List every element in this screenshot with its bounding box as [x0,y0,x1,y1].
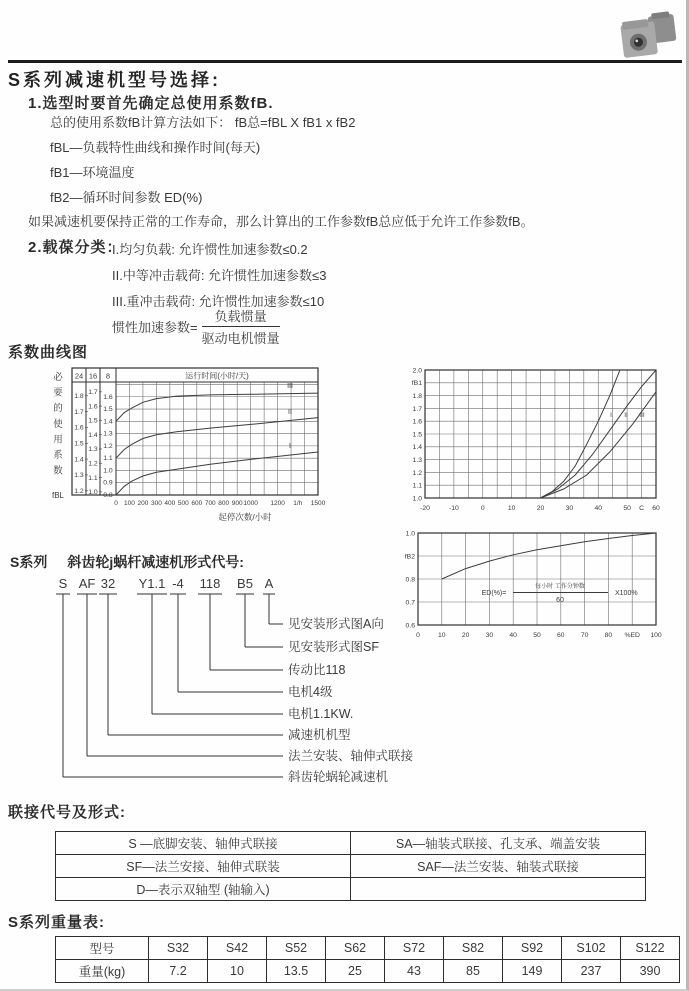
svg-text:1.2: 1.2 [103,442,113,450]
section1-line-0: 总的使用系数fB计算方法如下： fB总=fBL X fB1 x fB2 [50,115,356,130]
svg-text:C: C [639,505,645,512]
section1-lines [50,110,355,210]
model-code-heading [10,552,244,572]
svg-text:300: 300 [150,500,162,507]
connection-cell [351,878,646,901]
chart-fbl-curves [38,362,338,532]
code-label-6: 法兰安装、轴伸式联接 [288,749,414,763]
connection-row-2 [56,878,646,901]
svg-text:1.0: 1.0 [405,530,415,538]
svg-text:200: 200 [137,500,149,507]
svg-text:III: III [639,412,645,419]
code-segment-S [56,576,283,777]
model-heading-text: 斜齿轮j蜗杆减速机形式代号: [67,554,244,570]
weights-cell: S122 [621,937,680,960]
fb1-grid [425,370,656,498]
svg-text:1.4: 1.4 [103,418,113,426]
svg-text:16: 16 [88,371,98,381]
svg-text:1.2: 1.2 [88,460,98,468]
svg-text:1.4: 1.4 [74,456,84,464]
weights-heading: S系列重量表: [8,914,106,931]
svg-text:700: 700 [204,500,216,507]
weights-cell: S72 [385,937,444,960]
svg-text:50: 50 [533,632,541,639]
svg-text:fB2: fB2 [404,553,415,561]
svg-text:40: 40 [594,505,603,512]
code-segment-32 [99,576,283,735]
svg-text:400: 400 [164,500,176,507]
svg-text:II: II [288,409,292,416]
connection-cell: SAF—法兰安装、轴装式联接 [351,855,646,878]
weights-cell: 7.2 [149,960,208,983]
svg-text:1.6: 1.6 [412,418,422,426]
connection-row-1 [56,855,646,878]
svg-text:0.9: 0.9 [103,479,113,487]
svg-text:X100%: X100% [615,590,638,597]
code-label-2: 传动比118 [288,663,346,677]
svg-text:1.3: 1.3 [74,472,84,480]
svg-text:系: 系 [53,450,63,461]
svg-text:1.3: 1.3 [88,446,98,454]
section2-items [112,237,326,315]
page-title: S系列减速机型号选择: [8,70,221,90]
connection-table [55,831,646,901]
svg-text:Y1.1: Y1.1 [138,576,166,591]
svg-text:60: 60 [556,597,564,604]
weights-cell: 13.5 [267,960,326,983]
svg-text:的: 的 [53,403,63,415]
svg-text:fBL: fBL [51,491,65,500]
svg-text:80: 80 [604,632,613,639]
svg-text:1/h: 1/h [293,500,303,507]
code-label-7: 斜齿轮蜗轮减速机 [288,770,389,784]
svg-text:1.4: 1.4 [412,444,422,452]
svg-text:1.4: 1.4 [88,431,98,439]
code-segment-A [263,576,283,624]
weights-header-row [56,937,680,960]
svg-text:1500: 1500 [310,500,326,507]
weights-cell: 390 [621,960,680,983]
svg-text:0.8: 0.8 [405,576,415,584]
svg-text:fB1: fB1 [411,380,422,388]
svg-text:1.5: 1.5 [103,406,113,414]
svg-text:I: I [289,443,291,450]
svg-text:60: 60 [557,632,565,639]
svg-text:32: 32 [100,576,116,591]
svg-text:30: 30 [565,505,574,512]
code-label-3: 电机4级 [288,685,333,699]
svg-text:70: 70 [580,632,589,639]
weights-cell: 43 [385,960,444,983]
weights-cell: S32 [149,937,208,960]
svg-text:1.2: 1.2 [74,487,84,495]
svg-text:0.8: 0.8 [103,492,113,499]
connection-cell: SA—轴装式联接、孔支承、端盖安装 [351,832,646,855]
svg-text:必: 必 [53,372,63,383]
svg-text:1.6: 1.6 [103,393,113,401]
weights-table [55,936,680,983]
svg-text:8: 8 [105,371,111,381]
svg-text:800: 800 [218,500,230,507]
svg-text:0: 0 [114,500,118,507]
code-label-1: 见安装形式图SF [288,640,379,654]
weights-cell: 85 [444,960,503,983]
svg-text:1.3: 1.3 [103,430,113,438]
svg-text:起停次数/小时: 起停次数/小时 [218,512,272,522]
svg-text:%ED: %ED [624,632,640,639]
svg-text:50: 50 [623,505,631,512]
svg-text:1.8: 1.8 [74,393,84,400]
svg-text:1.1: 1.1 [412,482,422,490]
svg-text:0: 0 [480,505,485,512]
svg-text:1.0: 1.0 [412,495,422,503]
formula-fraction [202,306,280,347]
svg-text:用: 用 [53,434,63,446]
model-code-diagram [40,570,480,790]
code-label-5: 减速机机型 [288,728,351,742]
weights-cell: 10 [208,960,267,983]
svg-text:1.5: 1.5 [88,417,98,425]
svg-text:1.3: 1.3 [412,457,422,464]
section1-heading: 1.选型时要首先确定总使用系数fB. [28,95,274,112]
formula-denominator: 驱动电机惯量 [201,331,280,346]
svg-text:10: 10 [507,505,516,512]
code-label-4: 电机1.1KW. [288,707,354,721]
section1-note: 如果减速机要保持正常的工作寿命，那么计算出的工作参数fB总应低于允许工作参数fB。 [28,214,534,229]
charts-heading: 系数曲线图 [8,344,89,361]
svg-text:-20: -20 [420,505,430,512]
code-segment--4 [170,576,283,692]
load-class-item-2: III.重冲击载荷: 允许惯性加速参数≤10 [112,294,325,309]
svg-text:0.6: 0.6 [405,622,415,630]
svg-text:1.6: 1.6 [88,403,98,411]
svg-text:600: 600 [191,500,203,507]
fb2-duty-formula [482,582,638,604]
section1-line-3: fB2—循环时间参数 ED(%) [50,190,203,205]
svg-text:1.8: 1.8 [412,393,422,400]
svg-text:使: 使 [53,418,63,430]
svg-text:A: A [264,576,274,591]
weights-cell: 25 [326,960,385,983]
curve-III [116,393,318,421]
top-rule [8,60,682,63]
gearmotor-photo [614,10,686,62]
svg-text:500: 500 [177,500,189,507]
svg-text:1.5: 1.5 [412,431,422,439]
connection-cell: S —底脚安装、轴伸式联接 [56,832,351,855]
weights-cell: S102 [562,937,621,960]
model-series-label: S系列 [10,554,48,570]
svg-text:60: 60 [652,505,660,512]
svg-text:2.0: 2.0 [412,367,422,375]
svg-text:1.0: 1.0 [103,467,113,475]
chart-fb1-temperature [393,356,668,524]
connection-cell: D—表示双轴型 (轴输入) [56,878,351,901]
svg-text:II: II [624,412,628,419]
weights-cell: S62 [326,937,385,960]
svg-text:100: 100 [650,632,662,639]
svg-text:1.6: 1.6 [74,424,84,432]
fbl-grid [116,382,318,495]
weights-cell: S42 [208,937,267,960]
svg-text:III: III [287,383,293,390]
svg-text:1.0: 1.0 [88,489,98,497]
svg-text:1.1: 1.1 [88,474,98,482]
weights-cell: 149 [503,960,562,983]
svg-text:40: 40 [509,632,517,639]
load-class-item-0: I.均匀负载: 允许惯性加速参数≤0.2 [112,242,308,257]
weights-cell: 型号 [56,937,149,960]
svg-text:AF: AF [78,576,96,591]
svg-text:运行时间(小时/天): 运行时间(小时/天) [185,371,249,381]
section1-line-2: fB1—环境温度 [50,165,135,180]
svg-text:S: S [58,576,68,591]
section1-line-1: fBL—负载特性曲线和操作时间(每天) [50,140,261,155]
svg-text:每小时 工作分钟数: 每小时 工作分钟数 [535,584,585,590]
svg-text:20: 20 [461,632,470,639]
svg-text:900: 900 [231,500,243,507]
weights-cell: S92 [503,937,562,960]
svg-text:要: 要 [53,387,63,399]
code-segment-B5 [236,576,283,647]
code-label-0: 见安装形式图A向 [288,617,384,631]
svg-text:10: 10 [438,632,446,639]
weights-cell: 重量(kg) [56,960,149,983]
svg-text:0.7: 0.7 [405,599,415,607]
curve-II [116,418,318,459]
svg-text:1.1: 1.1 [103,455,113,463]
connection-row-0 [56,832,646,855]
svg-text:118: 118 [199,576,221,591]
svg-text:100: 100 [124,500,135,507]
svg-text:-4: -4 [172,576,184,591]
svg-text:1.2: 1.2 [412,469,422,477]
svg-text:20: 20 [536,505,545,512]
inertia-formula [112,306,280,347]
section2-heading: 2.载葆分类： [28,239,123,256]
svg-text:数: 数 [53,465,63,477]
connection-cell: SF—法兰安接、轴伸式联装 [56,855,351,878]
svg-text:I: I [610,412,612,419]
svg-text:1200: 1200 [270,500,285,507]
svg-text:B5: B5 [237,576,253,591]
svg-text:1000: 1000 [243,500,258,507]
load-class-item-1: II.中等冲击载荷: 允许惯性加速参数≤3 [112,268,327,283]
svg-text:1.7: 1.7 [88,389,98,396]
svg-text:1.7: 1.7 [412,405,422,413]
svg-text:1.7: 1.7 [74,408,84,416]
formula-lhs: 惯性加速参数= [112,320,198,335]
formula-numerator: 负载惯量 [202,306,280,327]
weights-cell: 237 [562,960,621,983]
svg-text:1.5: 1.5 [74,440,84,448]
weights-cell: S52 [267,937,326,960]
svg-text:-10: -10 [448,505,459,512]
weights-cell: S82 [444,937,503,960]
connection-heading: 联接代号及形式: [8,804,126,821]
svg-text:ED(%)=: ED(%)= [481,590,507,597]
svg-text:0: 0 [416,632,420,639]
weights-value-row [56,960,680,983]
svg-text:30: 30 [485,632,494,639]
svg-text:24: 24 [74,371,84,381]
